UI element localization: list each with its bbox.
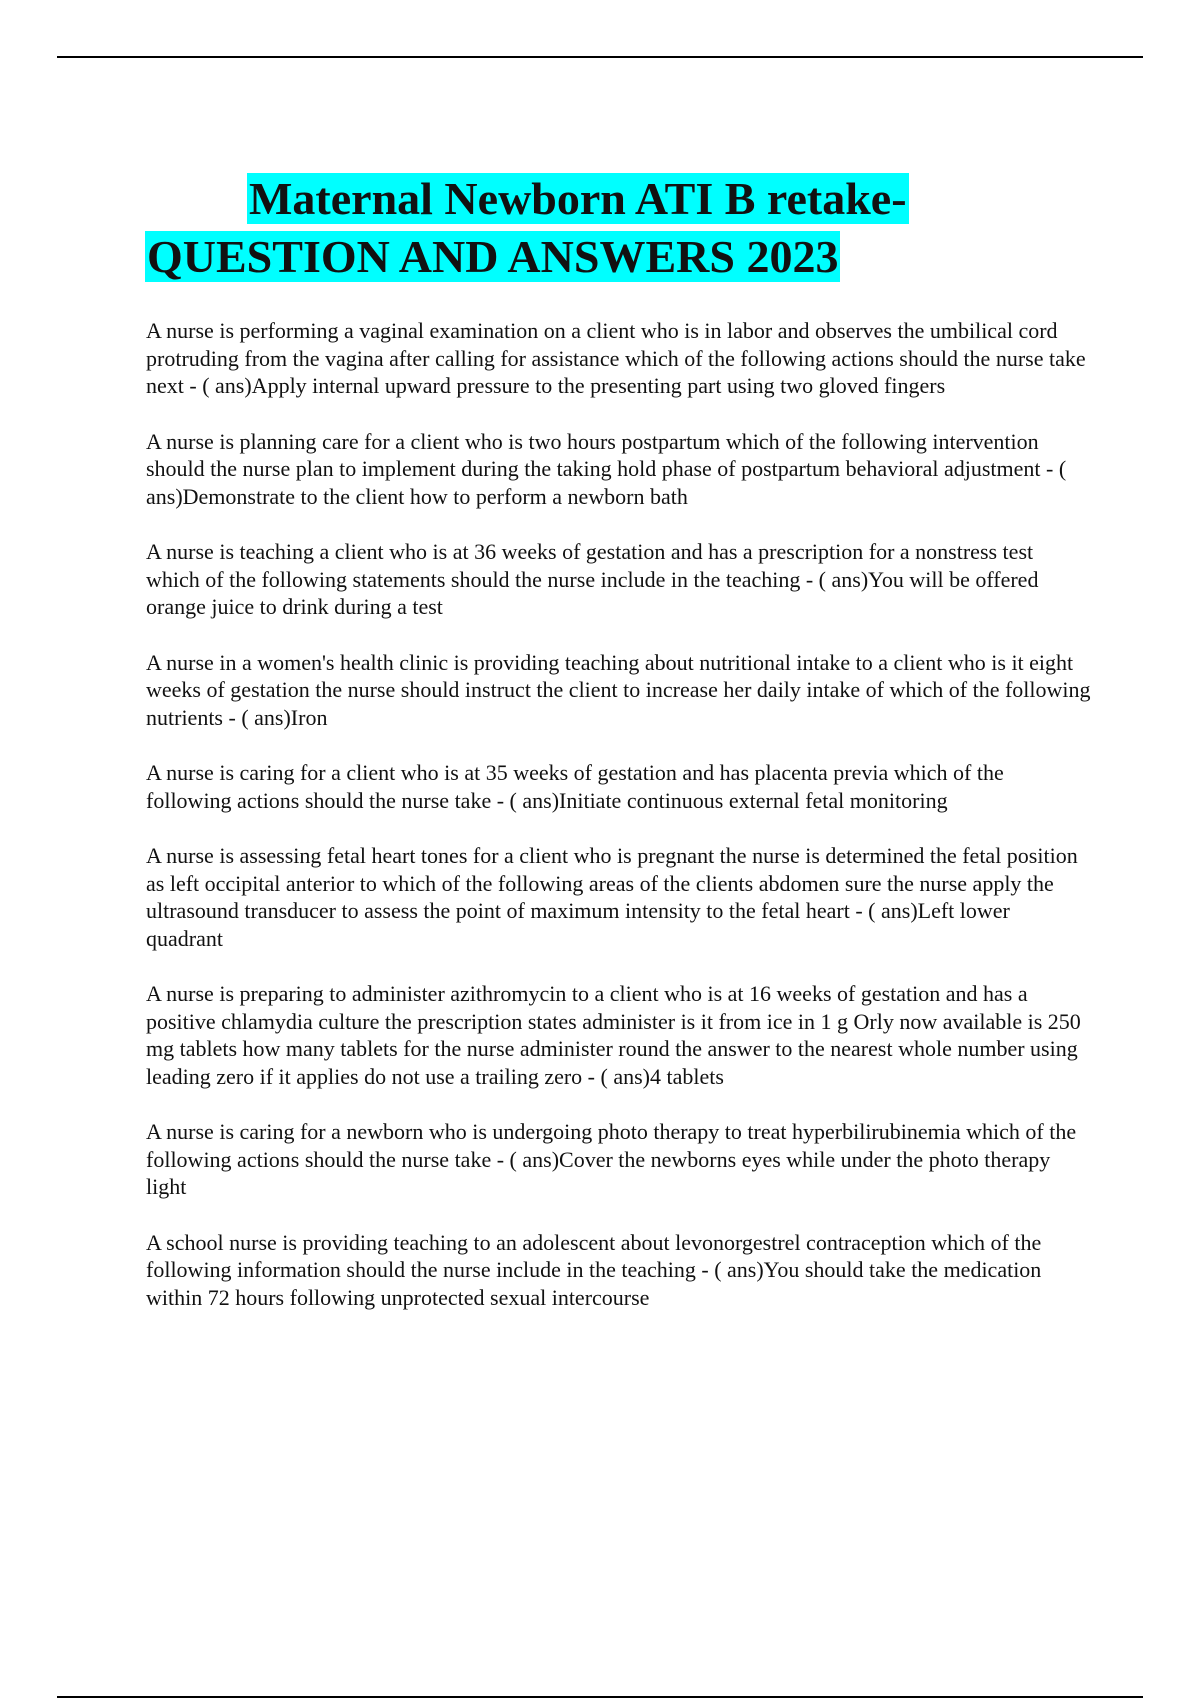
title-highlight-2: QUESTION AND ANSWERS 2023 <box>147 231 839 282</box>
footer-rule <box>57 1696 1143 1698</box>
header-rule <box>57 56 1143 58</box>
title-line-1 <box>145 170 1145 228</box>
qa-item: A nurse is teaching a client who is at 36 weeks of gestation and has a prescription for a nonstress test which of the following statements should the nurse include in the teaching - ( ans)You will be offered orange juice to drink during a test <box>146 539 1039 619</box>
qa-item: A nurse is caring for a newborn who is undergoing photo therapy to treat hyperbilirubinemia which of the following actions should the nurse take - ( ans)Cover the newborns eyes while under the photo therapy light <box>146 1119 1077 1199</box>
qa-item: A nurse in a women's health clinic is providing teaching about nutritional intake to a client who is it eight weeks of gestation the nurse should instruct the client to increase her daily intake of which of the following nutrients - ( ans)Iron <box>146 649 1091 730</box>
title-highlight-1: Maternal Newborn ATI B retake- <box>249 173 907 224</box>
title-line-2 <box>145 228 1145 286</box>
qa-item: A school nurse is providing teaching to an adolescent about levonorgestrel contraception which of the following information should the nurse include in the teaching - ( ans)You should take the medication within 72 hours following unprotected sexual intercourse <box>146 1229 1042 1310</box>
document-title <box>145 170 1145 286</box>
qa-item: A nurse is assessing fetal heart tones for a client who is pregnant the nurse is determined the fetal position as left occipital anterior to which of the following areas of the clients abdomen sure the nurse apply the ultrasound transducer to assess the point of maximum intensity to the fetal heart - ( ans)Left lower quadrant <box>146 843 1078 951</box>
qa-item: A nurse is caring for a client who is at 35 weeks of gestation and has placenta previa which of the following actions should the nurse take - ( ans)Initiate continuous external fetal monitoring <box>146 760 1004 813</box>
qa-item: A nurse is performing a vaginal examination on a client who is in labor and observes the umbilical cord protruding from the vagina after calling for assistance which of the following actions should the nurse take next - ( ans)Apply internal upward pressure to the presenting part using two gloved fingers <box>146 318 1086 398</box>
qa-list <box>146 317 1092 1339</box>
qa-item: A nurse is planning care for a client who is two hours postpartum which of the following intervention should the nurse plan to implement during the taking hold phase of postpartum behavioral adjustment - ( ans)Demonstrate to the client how to perform a newborn bath <box>146 428 1067 509</box>
qa-item: A nurse is preparing to administer azithromycin to a client who is at 16 weeks of gestation and has a positive chlamydia culture the prescription states administer is it from ice in 1 g Orly now available is 250 mg tablets how many tablets for the nurse administer round the answer to the nearest whole number using leading zero if it applies do not use a trailing zero - ( ans)4 tablets <box>146 981 1081 1089</box>
